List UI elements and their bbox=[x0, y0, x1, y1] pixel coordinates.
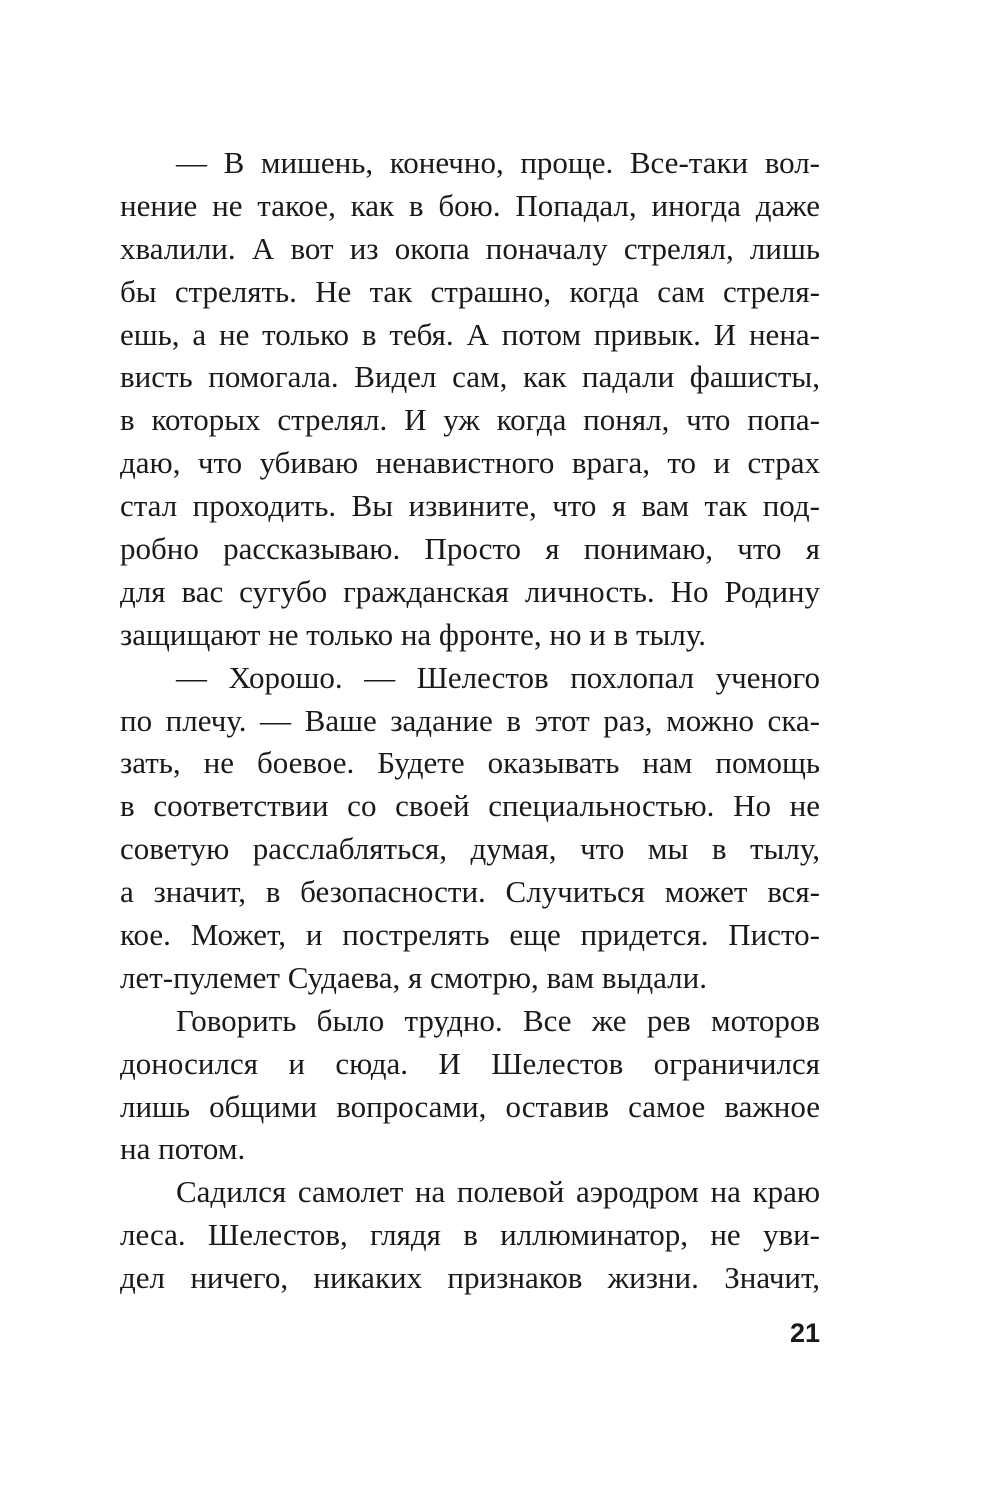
text-line: в соответствии со своей специальностью. Но не bbox=[120, 788, 820, 824]
text-line: Говорить было трудно. Все же рев моторов bbox=[176, 1002, 820, 1038]
text-line: дел ничего, никаких признаков жизни. Значит, bbox=[120, 1260, 820, 1296]
text-line: доносился и сюда. И Шелестов ограничился bbox=[120, 1045, 820, 1081]
text-line: даю, что убиваю ненавистного врага, то и страх bbox=[120, 445, 820, 481]
text-line: ешь, а не только в тебя. А потом привык. И нена- bbox=[120, 316, 820, 352]
text-line: — В мишень, конечно, проще. Все-таки вол- bbox=[176, 145, 820, 180]
text-line: по плечу. — Ваше задание в этот раз, можно ска- bbox=[120, 702, 820, 738]
text-line: советую расслабляться, думая, что мы в тылу, bbox=[120, 831, 820, 867]
text-line: леса. Шелестов, глядя в иллюминатор, не уви- bbox=[120, 1217, 820, 1253]
text-line: кое. Может, и пострелять еще придется. Писто- bbox=[120, 917, 820, 953]
text-line: лишь общими вопросами, оставив самое важное bbox=[120, 1088, 820, 1124]
text-line: — Хорошо. — Шелестов похлопал ученого bbox=[176, 659, 820, 695]
text-line: висть помогала. Видел сам, как падали фашисты, bbox=[120, 359, 820, 395]
text-line: а значит, в безопасности. Случиться может вся- bbox=[120, 874, 820, 910]
text-line: робно рассказываю. Просто я понимаю, что я bbox=[120, 531, 820, 567]
text-line: зать, не боевое. Будете оказывать нам помощь bbox=[120, 745, 820, 781]
text-line: защищают не только на фронте, но и в тылу. bbox=[120, 616, 706, 652]
text-line: бы стрелять. Не так страшно, когда сам стреля- bbox=[120, 273, 820, 309]
text-line: нение не такое, как в бою. Попадал, иногда даже bbox=[120, 187, 820, 223]
text-line: лет-пулемет Судаева, я смотрю, вам выдали. bbox=[120, 959, 707, 995]
page-number: 21 bbox=[789, 1318, 820, 1348]
text-line: на потом. bbox=[120, 1131, 246, 1167]
text-line: для вас сугубо гражданская личность. Но Родину bbox=[120, 573, 820, 609]
body-text bbox=[120, 142, 820, 1300]
text-line: хвалили. А вот из окопа поначалу стрелял, лишь bbox=[120, 230, 820, 266]
text-line: стал проходить. Вы извините, что я вам так под- bbox=[120, 488, 820, 524]
text-line: Садился самолет на полевой аэродром на краю bbox=[176, 1174, 820, 1210]
text-line: в которых стрелял. И уж когда понял, что попа- bbox=[120, 402, 820, 438]
